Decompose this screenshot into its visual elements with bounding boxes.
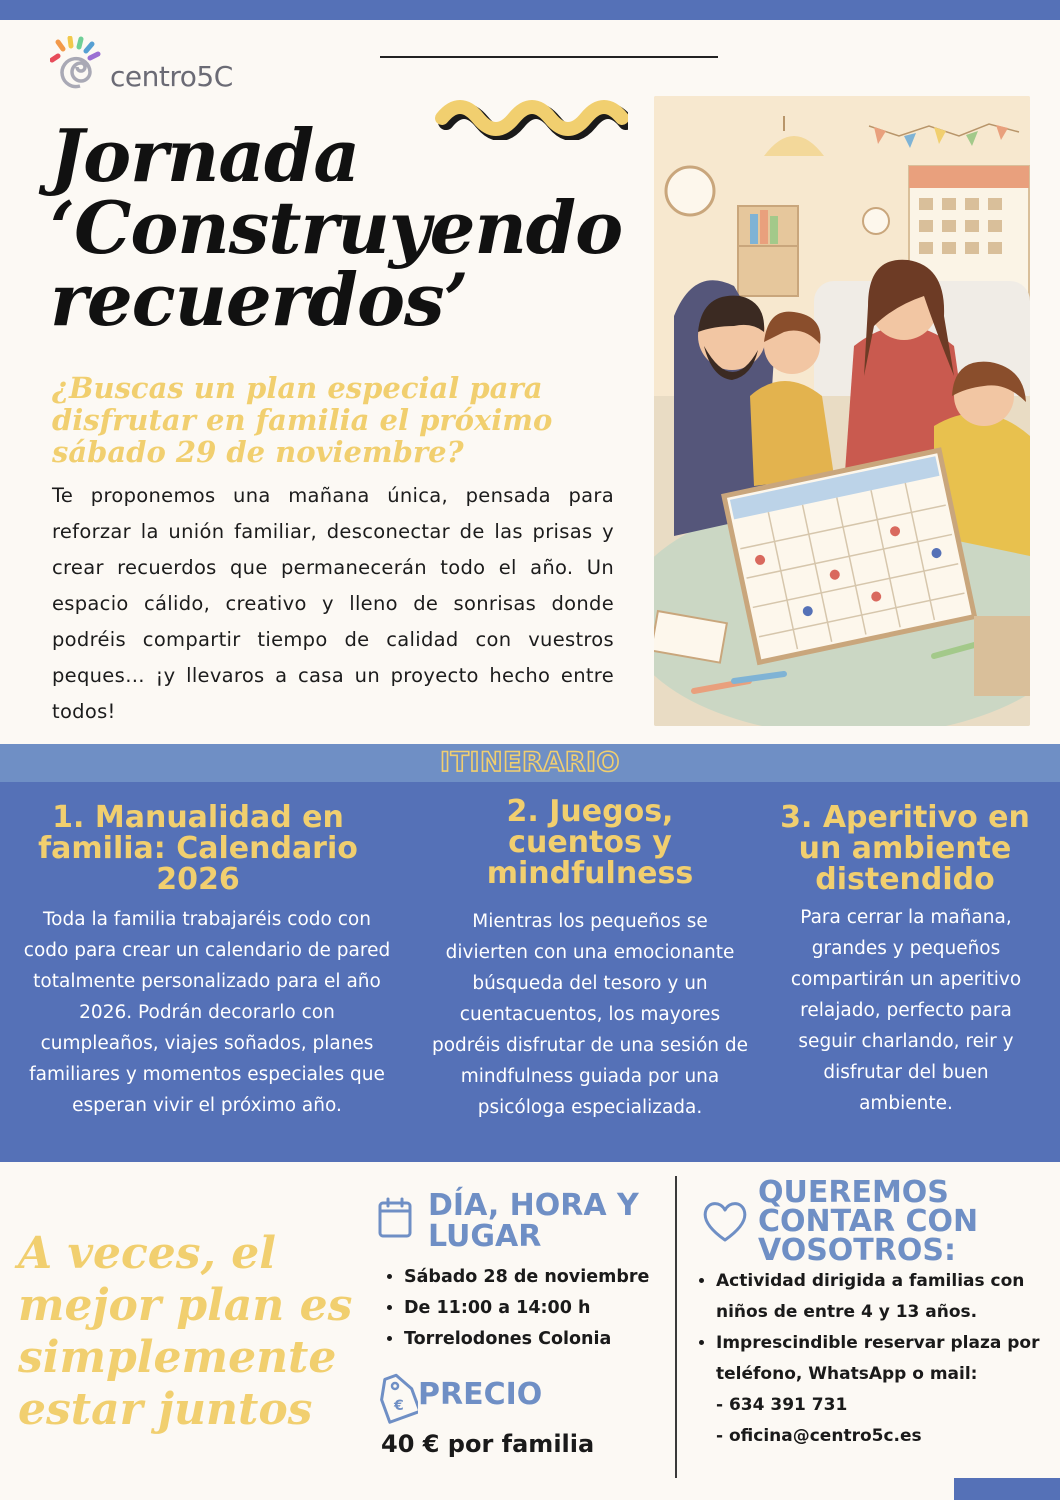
price-tag-icon (378, 1372, 418, 1424)
activity-2-title: 2. Juegos, cuentos y mindfulness (486, 794, 694, 891)
family-illustration (654, 96, 1030, 726)
activity-3-text: Para cerrar la mañana, grandes y pequeños compartirán un aperitivo relajado, perfecto para seguir charlando, reir y disfrutar del buen ambiente. (790, 907, 1022, 1114)
event-details-list (382, 1262, 694, 1355)
event-date: • Sábado 28 de noviembre (404, 1262, 694, 1293)
event-subtitle: ¿Buscas un plan especial para disfrutar en familia el próximo sábado 29 de noviembre? (52, 371, 553, 469)
contact-heading: QUEREMOS CONTAR CON VOSOTROS: (758, 1175, 979, 1268)
brand-name: centro5C (110, 60, 233, 93)
activity-2-text: Mientras los pequeños se divierten con una emocionante búsqueda del tesoro y un cuentacuentos, los mayores podréis disfrutar de una sesión de mindfulness guiada por una psicóloga especializada. (431, 911, 748, 1118)
audience-note: • Actividad dirigida a familias con niños de entre 4 y 13 años. (716, 1266, 1060, 1328)
itinerary-heading: ITINERARIO (439, 747, 621, 778)
contact-email[interactable]: - oficina@centro5c.es (716, 1426, 922, 1446)
price-value: 40 € por familia (381, 1430, 595, 1458)
quote: A veces, el mejor plan es simplemente estar juntos (18, 1228, 353, 1435)
top-divider (380, 56, 718, 58)
contact-phone[interactable]: - 634 391 731 (716, 1395, 848, 1415)
calendar-icon (376, 1196, 416, 1240)
svg-text:€: € (394, 1398, 404, 1414)
event-title: Jornada ‘Construyendo recuerdos’ (50, 113, 623, 342)
event-time: • De 11:00 a 14:00 h (404, 1293, 694, 1324)
top-bar (0, 0, 1060, 20)
activity-3-title: 3. Aperitivo en un ambiente distendido (780, 800, 1030, 897)
contact-list (694, 1266, 1060, 1390)
activity-1-text: Toda la familia trabajaréis codo con codo para crear un calendario de pared totalmente personalizado para el año 2026. Podrán decorarlo con cumpleaños, viajes soñados, planes familiares y momentos especiales que esperan vivir el próximo año. (23, 909, 391, 1116)
event-location: • Torrelodones Colonia (404, 1324, 694, 1355)
price-heading: PRECIO (418, 1377, 543, 1412)
activity-1-title: 1. Manualidad en familia: Calendario 2026 (38, 800, 358, 897)
heart-icon (700, 1198, 750, 1244)
when-heading: DÍA, HORA Y LUGAR (428, 1188, 639, 1254)
booking-note: • Imprescindible reservar plaza por teléfono, WhatsApp o mail: (716, 1328, 1060, 1390)
vertical-divider (675, 1176, 677, 1478)
intro-paragraph: Te proponemos una mañana única, pensada para reforzar la unión familiar, desconectar de las prisas y crear recuerdos que permanecerán todo el año. Un espacio cálido, creativo y lleno de sonrisas donde podréis compartir tiempo de calidad con vuestros peques… ¡y llevaros a casa un proyecto hecho entre todos! (52, 484, 614, 723)
corner-accent (954, 1478, 1060, 1500)
